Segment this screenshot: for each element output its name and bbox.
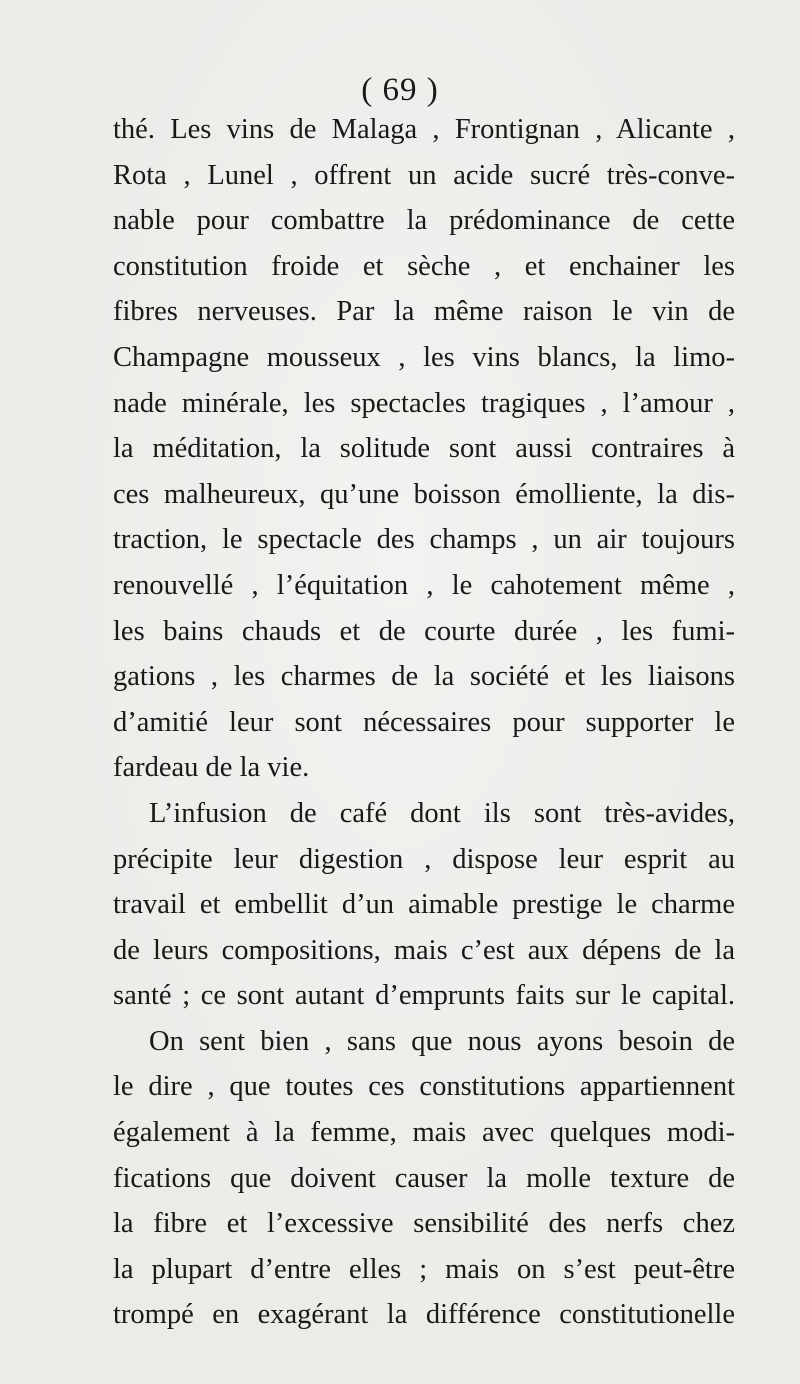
text-line: trompé en exagérant la différence constitutionelle — [113, 1299, 735, 1331]
text-line: d’amitié leur sont nécessaires pour supporter le — [113, 706, 735, 738]
text-line: traction, le spectacle des champs , un air toujours — [113, 524, 735, 556]
text-line: renouvellé , l’équitation , le cahotement même , — [113, 569, 735, 601]
page-number: ( 69 ) — [361, 72, 439, 108]
text-line: la méditation, la solitude sont aussi contraires à — [113, 433, 735, 465]
text-line: fibres nerveuses. Par la même raison le vin de — [113, 296, 735, 328]
text-line: le dire , que toutes ces constitutions appartiennent — [113, 1071, 735, 1103]
text-line: également à la femme, mais avec quelques modi- — [113, 1117, 735, 1149]
text-line: santé ; ce sont autant d’emprunts faits sur le capital. — [113, 980, 735, 1012]
text-line: nable pour combattre la prédominance de cette — [113, 205, 735, 237]
text-line: thé. Les vins de Malaga , Frontignan , Alicante , — [113, 114, 735, 145]
text-line: constitution froide et sèche , et enchainer les — [113, 250, 735, 282]
text-line: On sent bien , sans que nous ayons besoin de — [149, 1025, 735, 1057]
text-line: ces malheureux, qu’une boisson émolliente, la dis- — [113, 478, 735, 510]
body-text — [113, 107, 735, 1338]
text-line: fications que doivent causer la molle texture de — [113, 1162, 735, 1194]
text-line: la fibre et l’excessive sensibilité des nerfs chez — [113, 1208, 735, 1240]
text-line: de leurs compositions, mais c’est aux dépens de la — [113, 934, 735, 966]
text-line: fardeau de la vie. — [113, 752, 310, 784]
text-line: les bains chauds et de courte durée , les fumi- — [113, 615, 735, 647]
text-line: nade minérale, les spectacles tragiques , l’amour , — [113, 387, 735, 419]
text-line: gations , les charmes de la société et les liaisons — [113, 661, 735, 693]
text-line: travail et embellit d’un aimable prestige le charme — [113, 889, 735, 921]
text-line: Rota , Lunel , offrent un acide sucré très-conve- — [113, 159, 735, 191]
text-line: L’infusion de café dont ils sont très-avides, — [149, 797, 735, 829]
text-line: précipite leur digestion , dispose leur esprit au — [113, 843, 735, 875]
text-line: Champagne mousseux , les vins blancs, la limo- — [113, 341, 735, 373]
text-line: la plupart d’entre elles ; mais on s’est peut-être — [113, 1253, 735, 1285]
